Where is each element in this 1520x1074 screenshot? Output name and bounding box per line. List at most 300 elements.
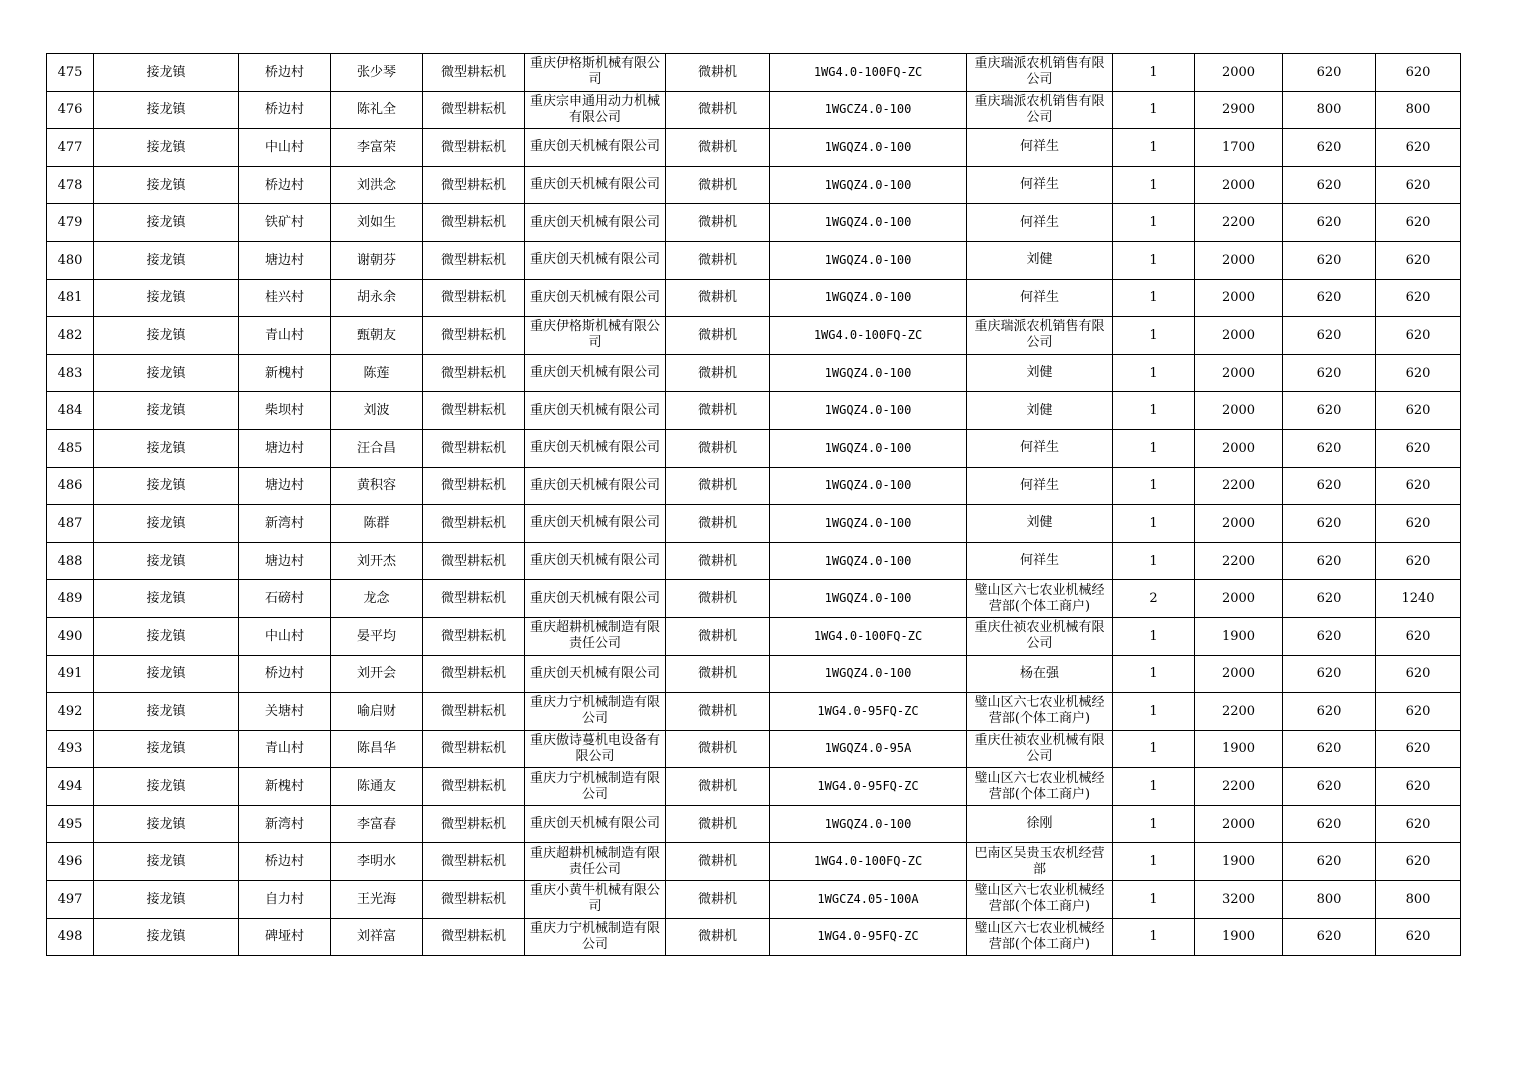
town-cell: 接龙镇 bbox=[94, 467, 239, 505]
price-cell: 2000 bbox=[1195, 317, 1283, 355]
row-number-cell: 498 bbox=[47, 918, 94, 956]
manufacturer-cell: 重庆创天机械有限公司 bbox=[525, 805, 666, 843]
machine-type-cell: 微耕机 bbox=[666, 580, 770, 618]
quantity-cell: 1 bbox=[1113, 467, 1195, 505]
row-number-cell: 477 bbox=[47, 129, 94, 167]
price-cell: 2000 bbox=[1195, 166, 1283, 204]
table-row bbox=[47, 881, 1461, 919]
subsidy-total-cell: 620 bbox=[1376, 317, 1461, 355]
price-cell: 1900 bbox=[1195, 843, 1283, 881]
row-number-cell: 483 bbox=[47, 354, 94, 392]
machine-category-cell: 微型耕耘机 bbox=[423, 768, 525, 806]
village-cell: 桥边村 bbox=[239, 166, 331, 204]
manufacturer-cell: 重庆创天机械有限公司 bbox=[525, 279, 666, 317]
price-cell: 2000 bbox=[1195, 279, 1283, 317]
town-cell: 接龙镇 bbox=[94, 166, 239, 204]
machine-category-cell: 微型耕耘机 bbox=[423, 918, 525, 956]
price-cell: 1900 bbox=[1195, 918, 1283, 956]
row-number-cell: 488 bbox=[47, 542, 94, 580]
manufacturer-cell: 重庆傲诗蔓机电设备有限公司 bbox=[525, 730, 666, 768]
row-number-cell: 491 bbox=[47, 655, 94, 693]
subsidy-total-cell: 620 bbox=[1376, 617, 1461, 655]
model-cell: 1WG4.0-95FQ-ZC bbox=[770, 918, 967, 956]
manufacturer-cell: 重庆力宁机械制造有限公司 bbox=[525, 768, 666, 806]
quantity-cell: 1 bbox=[1113, 279, 1195, 317]
dealer-cell: 璧山区六七农业机械经营部(个体工商户) bbox=[967, 881, 1113, 919]
dealer-cell: 重庆瑞派农机销售有限公司 bbox=[967, 317, 1113, 355]
manufacturer-cell: 重庆创天机械有限公司 bbox=[525, 129, 666, 167]
machine-type-cell: 微耕机 bbox=[666, 279, 770, 317]
farmer-name-cell: 李富春 bbox=[331, 805, 423, 843]
model-cell: 1WGCZ4.0-100 bbox=[770, 91, 967, 129]
quantity-cell: 1 bbox=[1113, 617, 1195, 655]
model-cell: 1WG4.0-100FQ-ZC bbox=[770, 54, 967, 92]
machine-category-cell: 微型耕耘机 bbox=[423, 617, 525, 655]
machine-category-cell: 微型耕耘机 bbox=[423, 166, 525, 204]
town-cell: 接龙镇 bbox=[94, 54, 239, 92]
farmer-name-cell: 谢朝芬 bbox=[331, 241, 423, 279]
row-number-cell: 479 bbox=[47, 204, 94, 242]
quantity-cell: 1 bbox=[1113, 730, 1195, 768]
quantity-cell: 1 bbox=[1113, 768, 1195, 806]
model-cell: 1WGQZ4.0-100 bbox=[770, 467, 967, 505]
manufacturer-cell: 重庆创天机械有限公司 bbox=[525, 505, 666, 543]
machine-category-cell: 微型耕耘机 bbox=[423, 354, 525, 392]
subsidy-unit-cell: 620 bbox=[1283, 730, 1376, 768]
town-cell: 接龙镇 bbox=[94, 918, 239, 956]
subsidy-unit-cell: 620 bbox=[1283, 768, 1376, 806]
subsidy-total-cell: 620 bbox=[1376, 204, 1461, 242]
row-number-cell: 494 bbox=[47, 768, 94, 806]
farmer-name-cell: 刘开杰 bbox=[331, 542, 423, 580]
dealer-cell: 何祥生 bbox=[967, 204, 1113, 242]
table-row bbox=[47, 392, 1461, 430]
town-cell: 接龙镇 bbox=[94, 317, 239, 355]
subsidy-unit-cell: 620 bbox=[1283, 54, 1376, 92]
model-cell: 1WG4.0-100FQ-ZC bbox=[770, 617, 967, 655]
subsidy-unit-cell: 800 bbox=[1283, 881, 1376, 919]
table-row bbox=[47, 429, 1461, 467]
quantity-cell: 1 bbox=[1113, 429, 1195, 467]
row-number-cell: 484 bbox=[47, 392, 94, 430]
price-cell: 2000 bbox=[1195, 655, 1283, 693]
table-row bbox=[47, 354, 1461, 392]
machine-type-cell: 微耕机 bbox=[666, 392, 770, 430]
machine-category-cell: 微型耕耘机 bbox=[423, 730, 525, 768]
row-number-cell: 485 bbox=[47, 429, 94, 467]
table-row bbox=[47, 918, 1461, 956]
table-row bbox=[47, 91, 1461, 129]
subsidy-total-cell: 620 bbox=[1376, 241, 1461, 279]
farmer-name-cell: 刘祥富 bbox=[331, 918, 423, 956]
dealer-cell: 刘健 bbox=[967, 505, 1113, 543]
machine-category-cell: 微型耕耘机 bbox=[423, 392, 525, 430]
dealer-cell: 重庆瑞派农机销售有限公司 bbox=[967, 91, 1113, 129]
row-number-cell: 476 bbox=[47, 91, 94, 129]
dealer-cell: 何祥生 bbox=[967, 542, 1113, 580]
row-number-cell: 487 bbox=[47, 505, 94, 543]
price-cell: 2200 bbox=[1195, 204, 1283, 242]
price-cell: 2900 bbox=[1195, 91, 1283, 129]
subsidy-unit-cell: 800 bbox=[1283, 91, 1376, 129]
quantity-cell: 1 bbox=[1113, 241, 1195, 279]
table-row bbox=[47, 129, 1461, 167]
model-cell: 1WGQZ4.0-95A bbox=[770, 730, 967, 768]
model-cell: 1WGQZ4.0-100 bbox=[770, 166, 967, 204]
quantity-cell: 1 bbox=[1113, 918, 1195, 956]
subsidy-unit-cell: 620 bbox=[1283, 505, 1376, 543]
machine-type-cell: 微耕机 bbox=[666, 617, 770, 655]
table-row bbox=[47, 505, 1461, 543]
model-cell: 1WGQZ4.0-100 bbox=[770, 542, 967, 580]
table-row bbox=[47, 467, 1461, 505]
price-cell: 1900 bbox=[1195, 730, 1283, 768]
price-cell: 2000 bbox=[1195, 580, 1283, 618]
machine-type-cell: 微耕机 bbox=[666, 505, 770, 543]
quantity-cell: 1 bbox=[1113, 843, 1195, 881]
town-cell: 接龙镇 bbox=[94, 204, 239, 242]
village-cell: 新槐村 bbox=[239, 768, 331, 806]
row-number-cell: 496 bbox=[47, 843, 94, 881]
table-row bbox=[47, 166, 1461, 204]
model-cell: 1WGQZ4.0-100 bbox=[770, 805, 967, 843]
machine-type-cell: 微耕机 bbox=[666, 467, 770, 505]
machine-category-cell: 微型耕耘机 bbox=[423, 129, 525, 167]
price-cell: 2000 bbox=[1195, 54, 1283, 92]
subsidy-total-cell: 620 bbox=[1376, 768, 1461, 806]
subsidy-total-cell: 800 bbox=[1376, 881, 1461, 919]
dealer-cell: 何祥生 bbox=[967, 166, 1113, 204]
machine-type-cell: 微耕机 bbox=[666, 241, 770, 279]
manufacturer-cell: 重庆创天机械有限公司 bbox=[525, 580, 666, 618]
machine-category-cell: 微型耕耘机 bbox=[423, 467, 525, 505]
machine-category-cell: 微型耕耘机 bbox=[423, 91, 525, 129]
subsidy-total-cell: 620 bbox=[1376, 918, 1461, 956]
quantity-cell: 1 bbox=[1113, 881, 1195, 919]
subsidy-total-cell: 620 bbox=[1376, 279, 1461, 317]
model-cell: 1WGQZ4.0-100 bbox=[770, 241, 967, 279]
village-cell: 新湾村 bbox=[239, 805, 331, 843]
subsidy-total-cell: 620 bbox=[1376, 655, 1461, 693]
village-cell: 青山村 bbox=[239, 730, 331, 768]
subsidy-total-cell: 620 bbox=[1376, 467, 1461, 505]
quantity-cell: 1 bbox=[1113, 693, 1195, 731]
row-number-cell: 481 bbox=[47, 279, 94, 317]
farmer-name-cell: 甄朝友 bbox=[331, 317, 423, 355]
subsidy-total-cell: 620 bbox=[1376, 166, 1461, 204]
dealer-cell: 重庆仕祯农业机械有限公司 bbox=[967, 730, 1113, 768]
dealer-cell: 璧山区六七农业机械经营部(个体工商户) bbox=[967, 580, 1113, 618]
machine-type-cell: 微耕机 bbox=[666, 354, 770, 392]
village-cell: 桥边村 bbox=[239, 843, 331, 881]
table-row bbox=[47, 805, 1461, 843]
quantity-cell: 1 bbox=[1113, 54, 1195, 92]
dealer-cell: 重庆仕祯农业机械有限公司 bbox=[967, 617, 1113, 655]
dealer-cell: 刘健 bbox=[967, 354, 1113, 392]
subsidy-unit-cell: 620 bbox=[1283, 655, 1376, 693]
town-cell: 接龙镇 bbox=[94, 730, 239, 768]
manufacturer-cell: 重庆创天机械有限公司 bbox=[525, 392, 666, 430]
subsidy-total-cell: 800 bbox=[1376, 91, 1461, 129]
farmer-name-cell: 胡永余 bbox=[331, 279, 423, 317]
village-cell: 碑垭村 bbox=[239, 918, 331, 956]
subsidy-unit-cell: 620 bbox=[1283, 279, 1376, 317]
manufacturer-cell: 重庆力宁机械制造有限公司 bbox=[525, 693, 666, 731]
table-row bbox=[47, 693, 1461, 731]
row-number-cell: 495 bbox=[47, 805, 94, 843]
row-number-cell: 497 bbox=[47, 881, 94, 919]
subsidy-unit-cell: 620 bbox=[1283, 204, 1376, 242]
subsidy-unit-cell: 620 bbox=[1283, 129, 1376, 167]
town-cell: 接龙镇 bbox=[94, 768, 239, 806]
subsidy-total-cell: 620 bbox=[1376, 843, 1461, 881]
town-cell: 接龙镇 bbox=[94, 693, 239, 731]
price-cell: 2000 bbox=[1195, 392, 1283, 430]
village-cell: 石磅村 bbox=[239, 580, 331, 618]
subsidy-unit-cell: 620 bbox=[1283, 693, 1376, 731]
subsidy-total-cell: 620 bbox=[1376, 505, 1461, 543]
village-cell: 中山村 bbox=[239, 617, 331, 655]
price-cell: 2200 bbox=[1195, 693, 1283, 731]
table-row bbox=[47, 655, 1461, 693]
subsidy-total-cell: 620 bbox=[1376, 693, 1461, 731]
village-cell: 中山村 bbox=[239, 129, 331, 167]
machine-type-cell: 微耕机 bbox=[666, 54, 770, 92]
dealer-cell: 重庆瑞派农机销售有限公司 bbox=[967, 54, 1113, 92]
row-number-cell: 492 bbox=[47, 693, 94, 731]
price-cell: 2200 bbox=[1195, 542, 1283, 580]
machine-type-cell: 微耕机 bbox=[666, 655, 770, 693]
quantity-cell: 1 bbox=[1113, 392, 1195, 430]
farmer-name-cell: 刘开会 bbox=[331, 655, 423, 693]
model-cell: 1WGCZ4.05-100A bbox=[770, 881, 967, 919]
village-cell: 新槐村 bbox=[239, 354, 331, 392]
village-cell: 塘边村 bbox=[239, 429, 331, 467]
dealer-cell: 刘健 bbox=[967, 241, 1113, 279]
town-cell: 接龙镇 bbox=[94, 354, 239, 392]
quantity-cell: 2 bbox=[1113, 580, 1195, 618]
village-cell: 铁矿村 bbox=[239, 204, 331, 242]
subsidy-total-cell: 620 bbox=[1376, 392, 1461, 430]
dealer-cell: 何祥生 bbox=[967, 429, 1113, 467]
table-row bbox=[47, 843, 1461, 881]
farmer-name-cell: 晏平均 bbox=[331, 617, 423, 655]
machine-category-cell: 微型耕耘机 bbox=[423, 580, 525, 618]
machine-category-cell: 微型耕耘机 bbox=[423, 505, 525, 543]
town-cell: 接龙镇 bbox=[94, 580, 239, 618]
manufacturer-cell: 重庆宗申通用动力机械有限公司 bbox=[525, 91, 666, 129]
row-number-cell: 486 bbox=[47, 467, 94, 505]
manufacturer-cell: 重庆伊格斯机械有限公司 bbox=[525, 54, 666, 92]
subsidy-total-cell: 620 bbox=[1376, 805, 1461, 843]
row-number-cell: 478 bbox=[47, 166, 94, 204]
model-cell: 1WGQZ4.0-100 bbox=[770, 429, 967, 467]
row-number-cell: 493 bbox=[47, 730, 94, 768]
dealer-cell: 何祥生 bbox=[967, 129, 1113, 167]
subsidy-total-cell: 620 bbox=[1376, 542, 1461, 580]
machine-type-cell: 微耕机 bbox=[666, 91, 770, 129]
machine-type-cell: 微耕机 bbox=[666, 768, 770, 806]
manufacturer-cell: 重庆创天机械有限公司 bbox=[525, 655, 666, 693]
subsidy-unit-cell: 620 bbox=[1283, 580, 1376, 618]
model-cell: 1WG4.0-95FQ-ZC bbox=[770, 693, 967, 731]
price-cell: 2000 bbox=[1195, 241, 1283, 279]
model-cell: 1WGQZ4.0-100 bbox=[770, 392, 967, 430]
machine-category-cell: 微型耕耘机 bbox=[423, 279, 525, 317]
farmer-name-cell: 刘如生 bbox=[331, 204, 423, 242]
model-cell: 1WGQZ4.0-100 bbox=[770, 354, 967, 392]
farmer-name-cell: 李富荣 bbox=[331, 129, 423, 167]
machine-category-cell: 微型耕耘机 bbox=[423, 693, 525, 731]
village-cell: 桥边村 bbox=[239, 91, 331, 129]
table-row bbox=[47, 730, 1461, 768]
town-cell: 接龙镇 bbox=[94, 805, 239, 843]
machine-type-cell: 微耕机 bbox=[666, 881, 770, 919]
row-number-cell: 482 bbox=[47, 317, 94, 355]
farmer-name-cell: 陈通友 bbox=[331, 768, 423, 806]
machine-category-cell: 微型耕耘机 bbox=[423, 542, 525, 580]
quantity-cell: 1 bbox=[1113, 204, 1195, 242]
subsidy-total-cell: 1240 bbox=[1376, 580, 1461, 618]
model-cell: 1WGQZ4.0-100 bbox=[770, 505, 967, 543]
table-row bbox=[47, 580, 1461, 618]
town-cell: 接龙镇 bbox=[94, 655, 239, 693]
price-cell: 1900 bbox=[1195, 617, 1283, 655]
dealer-cell: 何祥生 bbox=[967, 279, 1113, 317]
subsidy-unit-cell: 620 bbox=[1283, 843, 1376, 881]
table-row bbox=[47, 279, 1461, 317]
dealer-cell: 璧山区六七农业机械经营部(个体工商户) bbox=[967, 918, 1113, 956]
town-cell: 接龙镇 bbox=[94, 129, 239, 167]
manufacturer-cell: 重庆力宁机械制造有限公司 bbox=[525, 918, 666, 956]
subsidy-unit-cell: 620 bbox=[1283, 542, 1376, 580]
machine-category-cell: 微型耕耘机 bbox=[423, 429, 525, 467]
subsidy-total-cell: 620 bbox=[1376, 354, 1461, 392]
subsidy-unit-cell: 620 bbox=[1283, 166, 1376, 204]
quantity-cell: 1 bbox=[1113, 505, 1195, 543]
machine-type-cell: 微耕机 bbox=[666, 129, 770, 167]
machine-type-cell: 微耕机 bbox=[666, 843, 770, 881]
town-cell: 接龙镇 bbox=[94, 881, 239, 919]
village-cell: 自力村 bbox=[239, 881, 331, 919]
village-cell: 塘边村 bbox=[239, 467, 331, 505]
model-cell: 1WG4.0-95FQ-ZC bbox=[770, 768, 967, 806]
model-cell: 1WGQZ4.0-100 bbox=[770, 129, 967, 167]
town-cell: 接龙镇 bbox=[94, 843, 239, 881]
subsidy-unit-cell: 620 bbox=[1283, 392, 1376, 430]
quantity-cell: 1 bbox=[1113, 317, 1195, 355]
machine-type-cell: 微耕机 bbox=[666, 805, 770, 843]
machine-category-cell: 微型耕耘机 bbox=[423, 317, 525, 355]
farmer-name-cell: 张少琴 bbox=[331, 54, 423, 92]
machine-category-cell: 微型耕耘机 bbox=[423, 204, 525, 242]
manufacturer-cell: 重庆小黄牛机械有限公司 bbox=[525, 881, 666, 919]
farmer-name-cell: 王光海 bbox=[331, 881, 423, 919]
village-cell: 新湾村 bbox=[239, 505, 331, 543]
row-number-cell: 489 bbox=[47, 580, 94, 618]
subsidy-total-cell: 620 bbox=[1376, 54, 1461, 92]
subsidy-unit-cell: 620 bbox=[1283, 429, 1376, 467]
dealer-cell: 杨在强 bbox=[967, 655, 1113, 693]
dealer-cell: 何祥生 bbox=[967, 467, 1113, 505]
farmer-name-cell: 李明水 bbox=[331, 843, 423, 881]
dealer-cell: 璧山区六七农业机械经营部(个体工商户) bbox=[967, 693, 1113, 731]
machine-type-cell: 微耕机 bbox=[666, 429, 770, 467]
price-cell: 2000 bbox=[1195, 805, 1283, 843]
quantity-cell: 1 bbox=[1113, 655, 1195, 693]
price-cell: 3200 bbox=[1195, 881, 1283, 919]
price-cell: 1700 bbox=[1195, 129, 1283, 167]
village-cell: 桂兴村 bbox=[239, 279, 331, 317]
subsidy-table bbox=[46, 53, 1461, 956]
dealer-cell: 璧山区六七农业机械经营部(个体工商户) bbox=[967, 768, 1113, 806]
price-cell: 2200 bbox=[1195, 768, 1283, 806]
row-number-cell: 475 bbox=[47, 54, 94, 92]
farmer-name-cell: 陈群 bbox=[331, 505, 423, 543]
farmer-name-cell: 刘波 bbox=[331, 392, 423, 430]
village-cell: 桥边村 bbox=[239, 655, 331, 693]
table-row bbox=[47, 317, 1461, 355]
price-cell: 2000 bbox=[1195, 354, 1283, 392]
machine-type-cell: 微耕机 bbox=[666, 166, 770, 204]
quantity-cell: 1 bbox=[1113, 542, 1195, 580]
table-body bbox=[47, 54, 1461, 956]
table-row bbox=[47, 617, 1461, 655]
dealer-cell: 巴南区吴贵玉农机经营部 bbox=[967, 843, 1113, 881]
machine-category-cell: 微型耕耘机 bbox=[423, 54, 525, 92]
table-row bbox=[47, 241, 1461, 279]
machine-category-cell: 微型耕耘机 bbox=[423, 241, 525, 279]
machine-type-cell: 微耕机 bbox=[666, 542, 770, 580]
town-cell: 接龙镇 bbox=[94, 505, 239, 543]
dealer-cell: 徐刚 bbox=[967, 805, 1113, 843]
town-cell: 接龙镇 bbox=[94, 542, 239, 580]
subsidy-unit-cell: 620 bbox=[1283, 354, 1376, 392]
farmer-name-cell: 陈昌华 bbox=[331, 730, 423, 768]
town-cell: 接龙镇 bbox=[94, 279, 239, 317]
machine-category-cell: 微型耕耘机 bbox=[423, 881, 525, 919]
village-cell: 桥边村 bbox=[239, 54, 331, 92]
manufacturer-cell: 重庆伊格斯机械有限公司 bbox=[525, 317, 666, 355]
town-cell: 接龙镇 bbox=[94, 392, 239, 430]
manufacturer-cell: 重庆创天机械有限公司 bbox=[525, 467, 666, 505]
town-cell: 接龙镇 bbox=[94, 617, 239, 655]
subsidy-unit-cell: 620 bbox=[1283, 467, 1376, 505]
subsidy-total-cell: 620 bbox=[1376, 429, 1461, 467]
farmer-name-cell: 陈莲 bbox=[331, 354, 423, 392]
manufacturer-cell: 重庆超耕机械制造有限责任公司 bbox=[525, 843, 666, 881]
machine-type-cell: 微耕机 bbox=[666, 730, 770, 768]
machine-type-cell: 微耕机 bbox=[666, 204, 770, 242]
machine-type-cell: 微耕机 bbox=[666, 693, 770, 731]
model-cell: 1WG4.0-100FQ-ZC bbox=[770, 843, 967, 881]
farmer-name-cell: 黄积容 bbox=[331, 467, 423, 505]
model-cell: 1WGQZ4.0-100 bbox=[770, 580, 967, 618]
manufacturer-cell: 重庆创天机械有限公司 bbox=[525, 241, 666, 279]
quantity-cell: 1 bbox=[1113, 166, 1195, 204]
table-row bbox=[47, 204, 1461, 242]
village-cell: 关塘村 bbox=[239, 693, 331, 731]
row-number-cell: 490 bbox=[47, 617, 94, 655]
village-cell: 青山村 bbox=[239, 317, 331, 355]
town-cell: 接龙镇 bbox=[94, 91, 239, 129]
village-cell: 柴坝村 bbox=[239, 392, 331, 430]
farmer-name-cell: 刘洪念 bbox=[331, 166, 423, 204]
farmer-name-cell: 陈礼全 bbox=[331, 91, 423, 129]
village-cell: 塘边村 bbox=[239, 542, 331, 580]
machine-type-cell: 微耕机 bbox=[666, 918, 770, 956]
subsidy-unit-cell: 620 bbox=[1283, 918, 1376, 956]
